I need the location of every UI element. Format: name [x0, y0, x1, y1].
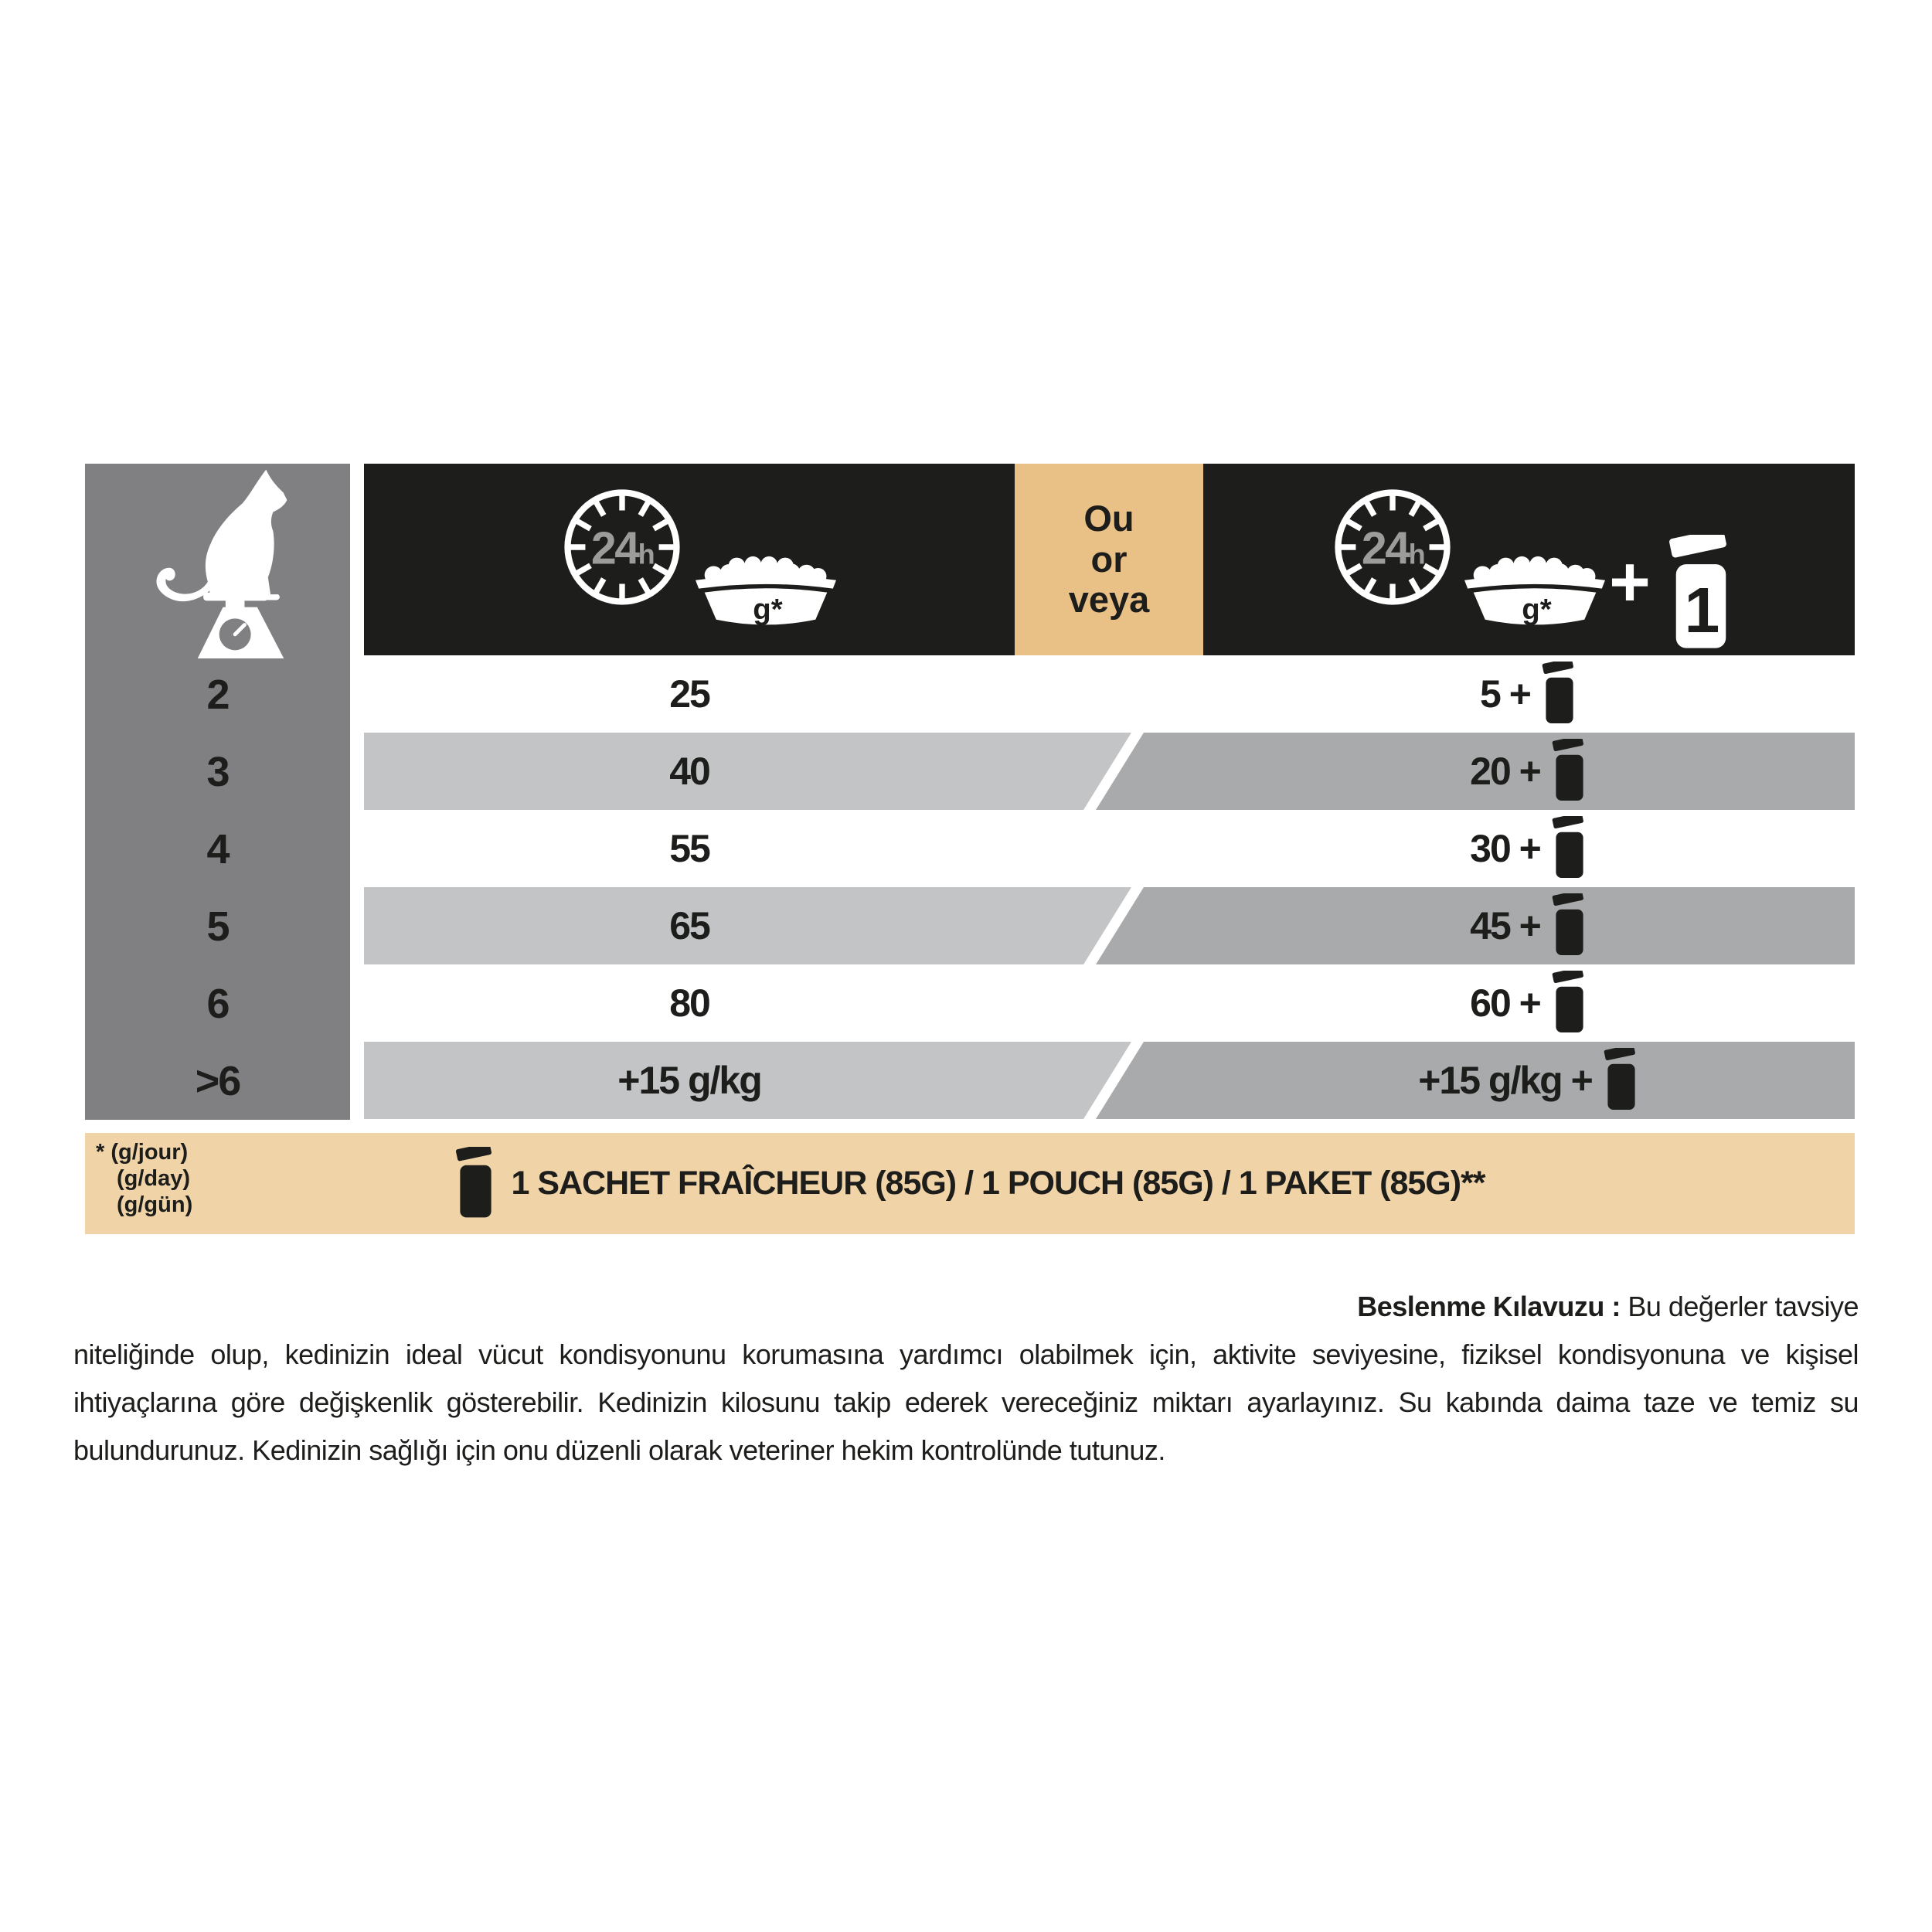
combo-amount: 20 + — [1203, 733, 1855, 810]
plus-icon: + — [1609, 543, 1651, 621]
sachet-note — [85, 1133, 1855, 1234]
unit-line-en: (g/day) — [117, 1166, 191, 1191]
or-label-fr: Ou — [1083, 498, 1134, 539]
dry-amount: 80 — [669, 981, 709, 1025]
paragraph-line: Beslenme Kılavuzu : Bu değerler tavsiye — [1357, 1291, 1859, 1322]
svg-text:24h: 24h — [590, 522, 654, 574]
kibble-bowl-icon — [1461, 555, 1609, 628]
table-row — [364, 733, 1855, 810]
feeding-rows — [364, 655, 1855, 1119]
paragraph-line: ihtiyaçlarına göre değişkenlik gösterebilir. Kedinizin kilosunu takip ederek vereceğiniz miktarı ayarlayınız. Su kabında daima taze ve temiz su — [73, 1386, 1859, 1418]
pouch-icon — [1551, 893, 1588, 958]
paragraph-line: bulundurunuz. Kedinizin sağlığı için onu düzenli olarak veteriner hekim kontrolünde tutunuz. — [73, 1434, 1165, 1466]
or-label-en: or — [1090, 538, 1128, 580]
pouch-icon — [1603, 1048, 1640, 1113]
pouch-icon — [1551, 816, 1588, 881]
pouch-icon — [1551, 971, 1588, 1036]
dry-amount: +15 g/kg — [617, 1059, 761, 1102]
combo-amount: +15 g/kg + — [1203, 1042, 1855, 1119]
combo-amount: 5 + — [1203, 655, 1855, 733]
combo-amount: 30 + — [1203, 810, 1855, 887]
table-row — [364, 887, 1855, 964]
table-row — [364, 1042, 1855, 1119]
dry-amount: 40 — [669, 750, 709, 793]
combo-amount: 45 + — [1203, 887, 1855, 964]
weight-value: 2 — [206, 672, 229, 718]
dry-amount: 55 — [669, 827, 709, 870]
paragraph-line: niteliğinde olup, kedinizin ideal vücut kondisyonunu korumasına yardımcı olabilmek için, aktivite seviyesine, fiziksel kondisyonuna ve kişisel — [73, 1338, 1859, 1370]
svg-text:g*: g* — [753, 592, 783, 626]
svg-text:24h: 24h — [1361, 522, 1424, 574]
pouch-icon — [1541, 662, 1578, 726]
cat-on-scale-icon — [148, 468, 288, 658]
svg-text:1: 1 — [1684, 576, 1720, 647]
clock-24h-icon — [1329, 484, 1456, 611]
dry-amount: 25 — [669, 672, 709, 716]
pouch-icon — [454, 1147, 497, 1221]
table-row — [364, 964, 1855, 1042]
header-dry-section — [364, 464, 1015, 655]
svg-text:g*: g* — [1522, 592, 1552, 626]
weight-value: 6 — [206, 981, 229, 1027]
unit-line-fr: * (g/jour) — [96, 1140, 189, 1165]
footer-note-bar — [85, 1133, 1855, 1234]
dry-amount: 65 — [669, 904, 709, 947]
weight-value: 5 — [206, 903, 229, 950]
kibble-bowl-icon — [692, 555, 840, 628]
cat-on-scale-cell — [85, 464, 350, 656]
feeding-guidance-paragraph — [73, 1283, 1859, 1475]
weight-column — [85, 464, 350, 1120]
combo-amount: 60 + — [1203, 964, 1855, 1042]
paragraph-lead: Beslenme Kılavuzu : — [1357, 1291, 1621, 1322]
sachet-note-text: 1 SACHET FRAÎCHEUR (85G) / 1 POUCH (85G) / 1 PAKET (85G)** — [511, 1165, 1485, 1202]
weight-value: 4 — [206, 826, 229, 872]
table-row — [364, 655, 1855, 733]
clock-24h-icon — [559, 484, 685, 611]
header-or-cell — [1015, 464, 1203, 655]
table-row — [364, 810, 1855, 887]
one-pouch-icon — [1667, 535, 1735, 654]
or-label-tr: veya — [1068, 579, 1150, 621]
pouch-icon — [1551, 739, 1588, 804]
weight-value: >6 — [195, 1058, 240, 1104]
header-wet-section — [1203, 464, 1855, 655]
weight-value: 3 — [206, 749, 229, 795]
unit-line-tr: (g/gün) — [117, 1192, 193, 1217]
